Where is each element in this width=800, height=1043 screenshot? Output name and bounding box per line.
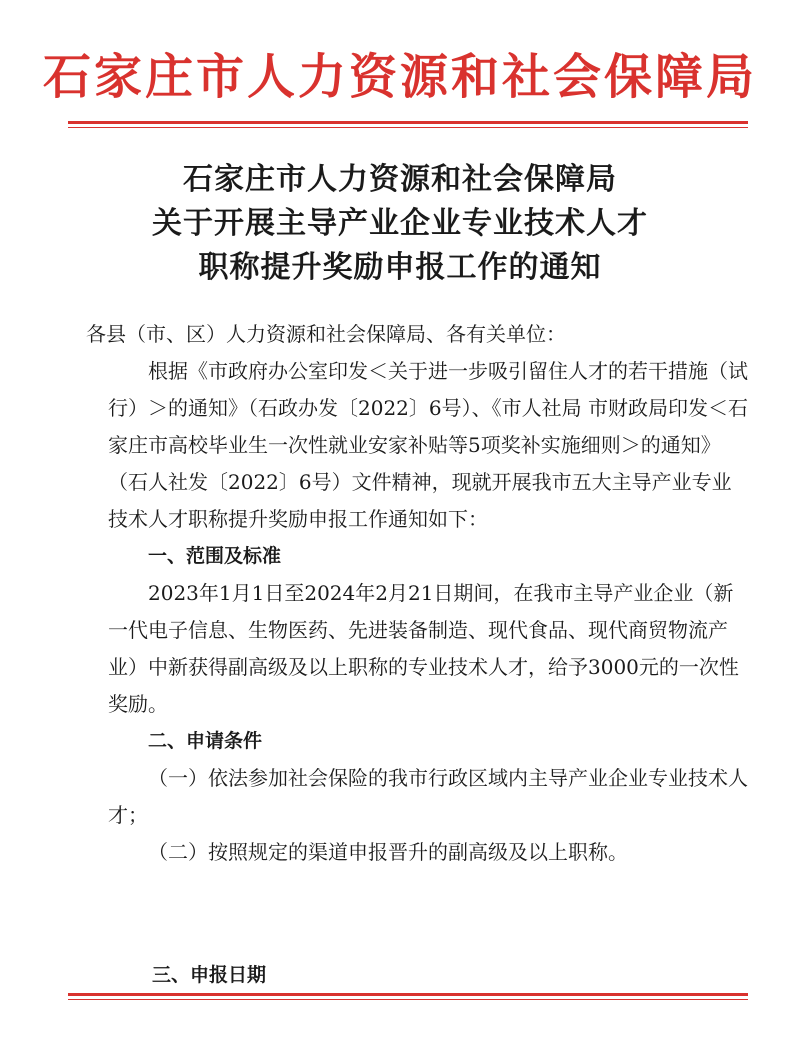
masthead-title: 石家庄市人力资源和社会保障局 (42, 49, 757, 105)
masthead-rule-thin (68, 127, 748, 128)
title-line-3: 职称提升奖励申报工作的通知 (198, 250, 602, 285)
title-line-2: 关于开展主导产业企业专业技术人才 (152, 206, 648, 241)
document-title (0, 158, 800, 290)
section-1-text: 2023年1月1日至2024年2月21日期间，在我市主导产业企业（新一代电子信息、生物医药、先进装备制造、现代食品、现代商贸物流产业）中新获得副高级及以上职称的专业技术人才，给予3000元的一次性奖励。 (108, 581, 739, 716)
footer-rule-thick (68, 993, 748, 996)
masthead-rule-thick (68, 121, 748, 124)
section-2-item-1: （一）依法参加社会保险的我市行政区域内主导产业企业专业技术人才； (108, 766, 748, 827)
intro-paragraph: 根据《市政府办公室印发＜关于进一步吸引留住人才的若干措施（试行）＞的通知》（石政办发〔2022〕6号）、《市人社局 市财政局印发＜石家庄市高校毕业生一次性就业安家补贴等5项奖补实施细则＞的通知》（石人社发〔2022〕6号）文件精神，现就开展我市五大主导产业专业技术人才职称提升奖励申报工作通知如下： (108, 359, 748, 531)
section-1-heading: 一、范围及标准 (148, 545, 282, 567)
section-3-heading: 三、申报日期 (152, 964, 267, 986)
document-body (86, 316, 748, 871)
section-2-heading: 二、申请条件 (148, 730, 263, 752)
footer-rule-thin (68, 999, 748, 1000)
title-line-1: 石家庄市人力资源和社会保障局 (183, 162, 617, 197)
section-2-item-2: （二）按照规定的渠道申报晋升的副高级及以上职称。 (148, 840, 628, 864)
salutation: 各县（市、区）人力资源和社会保障局、各有关单位： (86, 322, 566, 346)
